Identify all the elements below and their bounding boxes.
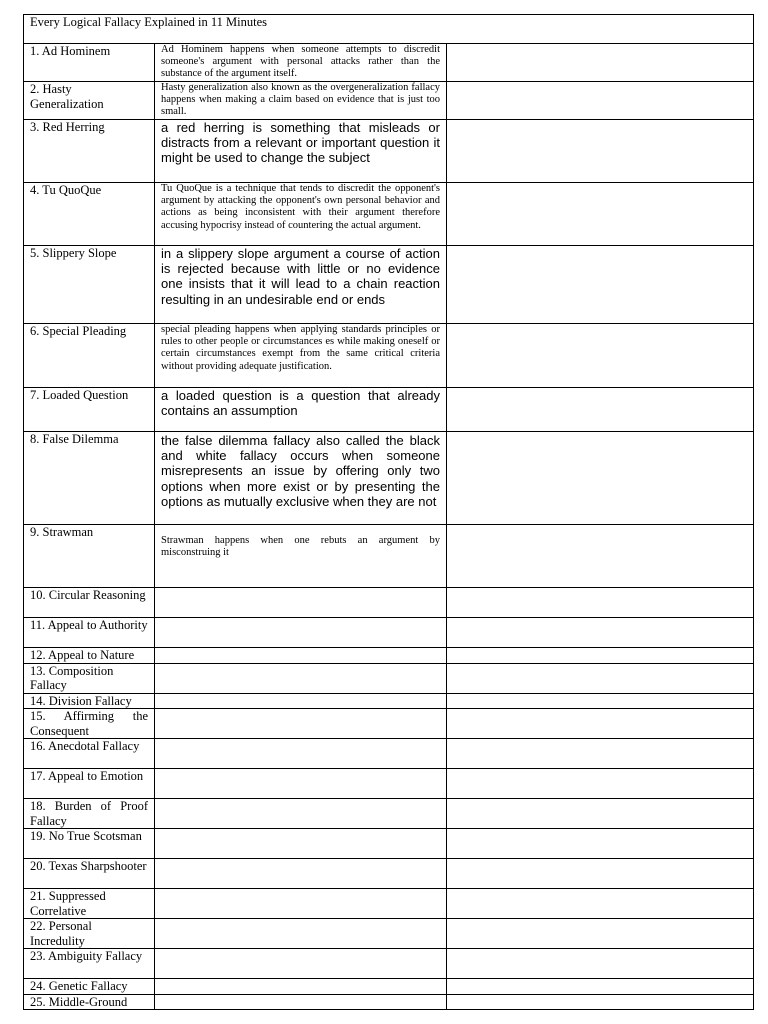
- notes-cell[interactable]: [447, 889, 754, 919]
- table-row: [24, 739, 754, 769]
- fallacy-description[interactable]: Strawman happens when one rebuts an argument by misconstruing it: [155, 525, 447, 588]
- fallacy-description[interactable]: Tu QuoQue is a technique that tends to discredit the opponent's argument by attacking the opponent's own personal behavior and actions as being inconsistent with their argument therefore accusing hypocrisy instead of countering the actual argument.: [155, 183, 447, 246]
- notes-cell[interactable]: [447, 769, 754, 799]
- table-row: [24, 618, 754, 648]
- fallacy-description[interactable]: [155, 769, 447, 799]
- fallacy-description[interactable]: [155, 979, 447, 995]
- notes-cell[interactable]: [447, 82, 754, 120]
- fallacy-description[interactable]: in a slippery slope argument a course of action is rejected because with little or no evidence one insists that it will lead to a chain reaction resulting in an undesirable end or ends: [155, 246, 447, 324]
- fallacy-name: 20. Texas Sharpshooter: [24, 859, 155, 889]
- notes-cell[interactable]: [447, 994, 754, 1010]
- notes-cell[interactable]: [447, 709, 754, 739]
- document-title: Every Logical Fallacy Explained in 11 Minutes: [24, 15, 754, 44]
- table-row: [24, 829, 754, 859]
- fallacy-description[interactable]: [155, 799, 447, 829]
- table-row: [24, 919, 754, 949]
- fallacy-description[interactable]: Ad Hominem happens when someone attempts to discredit someone's argument with personal attacks rather than the substance of the argument itself.: [155, 44, 447, 82]
- fallacy-name: 5. Slippery Slope: [24, 246, 155, 324]
- fallacy-name: 25. Middle-Ground: [24, 994, 155, 1010]
- table-row: [24, 693, 754, 709]
- notes-cell[interactable]: [447, 799, 754, 829]
- fallacy-description[interactable]: [155, 889, 447, 919]
- notes-cell[interactable]: [447, 246, 754, 324]
- fallacy-name: 12. Appeal to Nature: [24, 648, 155, 664]
- notes-cell[interactable]: [447, 618, 754, 648]
- fallacy-name: 13. Composition Fallacy: [24, 663, 155, 693]
- fallacy-name: 23. Ambiguity Fallacy: [24, 949, 155, 979]
- fallacy-description[interactable]: [155, 648, 447, 664]
- notes-cell[interactable]: [447, 388, 754, 432]
- fallacy-description[interactable]: [155, 859, 447, 889]
- table-row: [24, 246, 754, 324]
- table-row: [24, 388, 754, 432]
- table-row: [24, 889, 754, 919]
- table-row: [24, 525, 754, 588]
- table-row: [24, 709, 754, 739]
- table-row: [24, 183, 754, 246]
- notes-cell[interactable]: [447, 739, 754, 769]
- notes-cell[interactable]: [447, 183, 754, 246]
- fallacy-description[interactable]: [155, 919, 447, 949]
- fallacy-name: 19. No True Scotsman: [24, 829, 155, 859]
- table-row: [24, 82, 754, 120]
- fallacy-description[interactable]: [155, 588, 447, 618]
- fallacy-name: 24. Genetic Fallacy: [24, 979, 155, 995]
- fallacy-name: 15. Affirming the Consequent: [24, 709, 155, 739]
- notes-cell[interactable]: [447, 120, 754, 183]
- notes-cell[interactable]: [447, 432, 754, 525]
- fallacy-name: 8. False Dilemma: [24, 432, 155, 525]
- fallacy-name: 9. Strawman: [24, 525, 155, 588]
- table-row: [24, 588, 754, 618]
- fallacy-description[interactable]: [155, 829, 447, 859]
- fallacy-table: [23, 14, 754, 1010]
- table-row: [24, 949, 754, 979]
- fallacy-name: 21. Suppressed Correlative: [24, 889, 155, 919]
- table-row: [24, 769, 754, 799]
- notes-cell[interactable]: [447, 979, 754, 995]
- notes-cell[interactable]: [447, 919, 754, 949]
- fallacy-description[interactable]: a loaded question is a question that already contains an assumption: [155, 388, 447, 432]
- notes-cell[interactable]: [447, 663, 754, 693]
- notes-cell[interactable]: [447, 859, 754, 889]
- fallacy-name: 18. Burden of Proof Fallacy: [24, 799, 155, 829]
- fallacy-name: 11. Appeal to Authority: [24, 618, 155, 648]
- fallacy-name: 14. Division Fallacy: [24, 693, 155, 709]
- fallacy-name: 6. Special Pleading: [24, 324, 155, 388]
- table-row: [24, 432, 754, 525]
- fallacy-description[interactable]: a red herring is something that misleads or distracts from a relevant or important question it might be used to change the subject: [155, 120, 447, 183]
- notes-cell[interactable]: [447, 324, 754, 388]
- fallacy-name: 10. Circular Reasoning: [24, 588, 155, 618]
- fallacy-name: 17. Appeal to Emotion: [24, 769, 155, 799]
- fallacy-description[interactable]: [155, 949, 447, 979]
- fallacy-description[interactable]: special pleading happens when applying standards principles or rules to other people or circumstances es while making oneself or certain circumstances exempt from the same critical criteria without providing adequate justification.: [155, 324, 447, 388]
- table-row: [24, 859, 754, 889]
- fallacy-name: 7. Loaded Question: [24, 388, 155, 432]
- fallacy-description[interactable]: [155, 618, 447, 648]
- fallacy-description[interactable]: [155, 693, 447, 709]
- table-row: [24, 120, 754, 183]
- fallacy-name: 4. Tu QuoQue: [24, 183, 155, 246]
- fallacy-description[interactable]: [155, 663, 447, 693]
- notes-cell[interactable]: [447, 44, 754, 82]
- fallacy-name: 3. Red Herring: [24, 120, 155, 183]
- notes-cell[interactable]: [447, 588, 754, 618]
- table-row: [24, 799, 754, 829]
- notes-cell[interactable]: [447, 829, 754, 859]
- table-row: [24, 648, 754, 664]
- notes-cell[interactable]: [447, 648, 754, 664]
- fallacy-name: 22. Personal Incredulity: [24, 919, 155, 949]
- fallacy-description[interactable]: [155, 994, 447, 1010]
- fallacy-description[interactable]: [155, 739, 447, 769]
- fallacy-name: 1. Ad Hominem: [24, 44, 155, 82]
- fallacy-description[interactable]: [155, 709, 447, 739]
- table-row: [24, 44, 754, 82]
- table-row: [24, 324, 754, 388]
- title-row: [24, 15, 754, 44]
- table-row: [24, 994, 754, 1010]
- fallacy-name: 2. Hasty Generalization: [24, 82, 155, 120]
- notes-cell[interactable]: [447, 693, 754, 709]
- table-row: [24, 979, 754, 995]
- table-row: [24, 663, 754, 693]
- notes-cell[interactable]: [447, 949, 754, 979]
- notes-cell[interactable]: [447, 525, 754, 588]
- fallacy-description[interactable]: the false dilemma fallacy also called the black and white fallacy occurs when someone misrepresents an issue by offering only two options when more exist or by presenting the options as mutually exclusive when they are not: [155, 432, 447, 525]
- fallacy-description[interactable]: Hasty generalization also known as the overgeneralization fallacy happens when making a claim based on evidence that is just too small.: [155, 82, 447, 120]
- fallacy-name: 16. Anecdotal Fallacy: [24, 739, 155, 769]
